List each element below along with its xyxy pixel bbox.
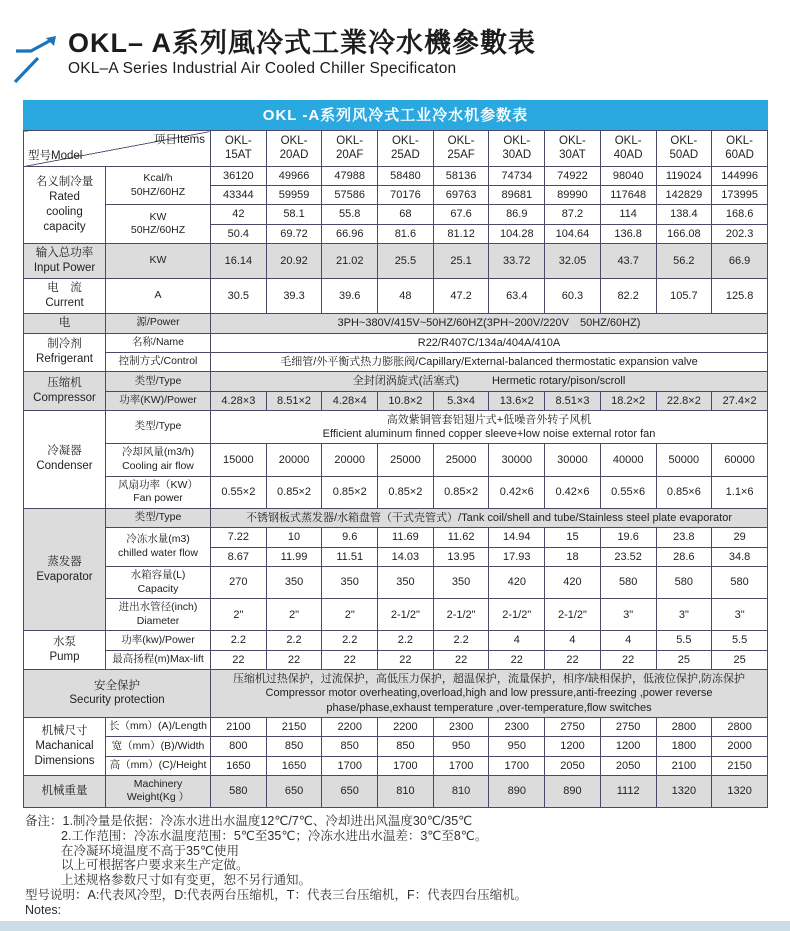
value-cell: 1700 xyxy=(322,756,378,775)
value-cell: 2300 xyxy=(489,717,545,736)
value-cell: 2200 xyxy=(322,717,378,736)
note-line: Notes: xyxy=(25,902,62,917)
value-cell: 3" xyxy=(656,599,712,631)
title-block xyxy=(68,28,536,78)
group-label-cell: 压缩机 Compressor xyxy=(24,372,106,411)
value-cell: 0.85×2 xyxy=(433,476,489,508)
value-cell: 3" xyxy=(712,599,768,631)
value-cell: 800 xyxy=(211,737,267,756)
model-header-cell: OKL- 20AD xyxy=(266,131,322,167)
value-cell: 22 xyxy=(545,650,601,669)
item-label-cell: 控制方式/Control xyxy=(106,352,211,371)
value-cell: 4 xyxy=(489,631,545,650)
value-cell: 2" xyxy=(211,599,267,631)
value-cell: 11.51 xyxy=(322,547,378,566)
value-cell: 202.3 xyxy=(712,224,768,243)
value-cell: 850 xyxy=(266,737,322,756)
value-cell: 270 xyxy=(211,566,267,598)
value-cell: 8.67 xyxy=(211,547,267,566)
value-cell: 2.2 xyxy=(378,631,434,650)
value-cell: 59959 xyxy=(266,186,322,205)
value-cell: 21.02 xyxy=(322,243,378,278)
page-header xyxy=(12,28,536,86)
value-cell: 810 xyxy=(433,775,489,807)
model-header-cell: OKL- 15AT xyxy=(211,131,267,167)
value-cell: 7.22 xyxy=(211,528,267,547)
item-label-cell: 源/Power xyxy=(106,313,211,333)
value-cell: 119024 xyxy=(656,166,712,185)
value-cell: 20000 xyxy=(266,444,322,476)
corner-items-label: 项目Items xyxy=(153,134,205,146)
value-cell: 57586 xyxy=(322,186,378,205)
model-header-cell: OKL- 30AT xyxy=(545,131,601,167)
value-cell: 15 xyxy=(545,528,601,547)
value-cell: 350 xyxy=(433,566,489,598)
value-cell: 67.6 xyxy=(433,205,489,224)
value-cell: 2750 xyxy=(545,717,601,736)
group-label-cell: 名义制冷量 Rated cooling capacity xyxy=(24,166,106,243)
value-cell: 105.7 xyxy=(656,278,712,313)
span-value-cell: 3PH~380V/415V~50HZ/60HZ(3PH~200V/220V 50HZ/60HZ) xyxy=(211,313,768,333)
item-label-cell: 名称/Name xyxy=(106,333,211,352)
value-cell: 8.51×2 xyxy=(266,391,322,410)
page-subtitle: OKL–A Series Industrial Air Cooled Chiller Specificaton xyxy=(68,60,457,78)
value-cell: 86.9 xyxy=(489,205,545,224)
span-value-cell: 压缩机过热保护，过流保护，高低压力保护，超温保护，流量保护，相序/缺相保护，低液位保护,防冻保护 Compressor motor overheating,overload,high and low pressure,anti-freezing ,power reverse phase/phase,exhaust temperature ,over-temperature,flow switches xyxy=(211,670,768,718)
value-cell: 25000 xyxy=(433,444,489,476)
table-title-bar: OKL -A系列风冷式工业冷水机参数表 xyxy=(23,100,768,130)
value-cell: 39.3 xyxy=(266,278,322,313)
value-cell: 29 xyxy=(712,528,768,547)
value-cell: 104.28 xyxy=(489,224,545,243)
value-cell: 1320 xyxy=(656,775,712,807)
value-cell: 2150 xyxy=(266,717,322,736)
model-header-cell: OKL- 20AF xyxy=(322,131,378,167)
item-label-cell: 类型/Type xyxy=(106,508,211,527)
value-cell: 18.2×2 xyxy=(600,391,656,410)
spec-table-container xyxy=(23,100,768,808)
value-cell: 5.3×4 xyxy=(433,391,489,410)
value-cell: 580 xyxy=(600,566,656,598)
value-cell: 104.64 xyxy=(545,224,601,243)
group-label-cell: 冷凝器 Condenser xyxy=(24,410,106,508)
value-cell: 25.1 xyxy=(433,243,489,278)
footer-bar xyxy=(0,921,790,931)
item-label-cell: 功率(KW)/Power xyxy=(106,391,211,410)
value-cell: 1320 xyxy=(712,775,768,807)
value-cell: 89990 xyxy=(545,186,601,205)
item-label-cell: 功率(kw)/Power xyxy=(106,631,211,650)
model-header-cell: OKL- 50AD xyxy=(656,131,712,167)
value-cell: 2800 xyxy=(656,717,712,736)
page-title: OKL– A系列風冷式工業冷水機參數表 xyxy=(68,28,537,58)
value-cell: 50000 xyxy=(656,444,712,476)
value-cell: 18 xyxy=(545,547,601,566)
value-cell: 890 xyxy=(489,775,545,807)
value-cell: 22 xyxy=(211,650,267,669)
value-cell: 11.69 xyxy=(378,528,434,547)
value-cell: 22 xyxy=(600,650,656,669)
value-cell: 420 xyxy=(489,566,545,598)
span-value-cell: 全封闭涡旋式(活塞式) Hermetic rotary/pison/scroll xyxy=(211,372,768,391)
value-cell: 15000 xyxy=(211,444,267,476)
value-cell: 1650 xyxy=(211,756,267,775)
value-cell: 36120 xyxy=(211,166,267,185)
span-value-cell: 高效紫铜管套铝翅片式+低噪音外转子风机 Efficient aluminum finned copper sleeve+low noise external rotor fan xyxy=(211,410,768,444)
group-label-cell: 制冷剂 Refrigerant xyxy=(24,333,106,372)
value-cell: 22 xyxy=(378,650,434,669)
value-cell: 2100 xyxy=(656,756,712,775)
value-cell: 30000 xyxy=(489,444,545,476)
value-cell: 13.95 xyxy=(433,547,489,566)
value-cell: 27.4×2 xyxy=(712,391,768,410)
value-cell: 3" xyxy=(600,599,656,631)
value-cell: 68 xyxy=(378,205,434,224)
value-cell: 850 xyxy=(322,737,378,756)
value-cell: 14.94 xyxy=(489,528,545,547)
value-cell: 25000 xyxy=(378,444,434,476)
value-cell: 0.85×2 xyxy=(322,476,378,508)
value-cell: 0.85×6 xyxy=(656,476,712,508)
value-cell: 50.4 xyxy=(211,224,267,243)
spec-table-body xyxy=(24,131,768,808)
value-cell: 350 xyxy=(322,566,378,598)
value-cell: 0.55×6 xyxy=(600,476,656,508)
value-cell: 25 xyxy=(712,650,768,669)
value-cell: 4 xyxy=(545,631,601,650)
value-cell: 0.85×2 xyxy=(266,476,322,508)
value-cell: 32.05 xyxy=(545,243,601,278)
span-value-cell: 不锈钢板式蒸发器/水箱盘管（干式壳管式）/Tank coil/shell and tube/Stainless steel plate evaporator xyxy=(211,508,768,527)
value-cell: 2150 xyxy=(712,756,768,775)
value-cell: 4.28×4 xyxy=(322,391,378,410)
value-cell: 138.4 xyxy=(656,205,712,224)
value-cell: 166.08 xyxy=(656,224,712,243)
spec-table xyxy=(23,130,768,808)
value-cell: 1700 xyxy=(433,756,489,775)
value-cell: 136.8 xyxy=(600,224,656,243)
value-cell: 350 xyxy=(378,566,434,598)
value-cell: 87.2 xyxy=(545,205,601,224)
model-header-cell: OKL- 40AD xyxy=(600,131,656,167)
value-cell: 173995 xyxy=(712,186,768,205)
value-cell: 2000 xyxy=(712,737,768,756)
item-label-cell: 类型/Type xyxy=(106,372,211,391)
value-cell: 4 xyxy=(600,631,656,650)
value-cell: 34.8 xyxy=(712,547,768,566)
value-cell: 74734 xyxy=(489,166,545,185)
item-label-cell: 水箱容量(L) Capacity xyxy=(106,566,211,598)
item-label-cell: KW xyxy=(106,243,211,278)
value-cell: 850 xyxy=(378,737,434,756)
value-cell: 69763 xyxy=(433,186,489,205)
value-cell: 117648 xyxy=(600,186,656,205)
value-cell: 950 xyxy=(489,737,545,756)
item-label-cell: 冷冻水量(m3) chilled water flow xyxy=(106,528,211,567)
corner-cell xyxy=(24,131,211,167)
value-cell: 2750 xyxy=(600,717,656,736)
value-cell: 580 xyxy=(211,775,267,807)
item-label-cell: 高（mm）(C)/Height xyxy=(106,756,211,775)
value-cell: 22 xyxy=(489,650,545,669)
note-line: 型号说明：A:代表风冷型，D:代表两台压缩机，T：代表三台压缩机，F：代表四台压缩机。 xyxy=(25,887,528,902)
value-cell: 4.28×3 xyxy=(211,391,267,410)
value-cell: 1800 xyxy=(656,737,712,756)
value-cell: 22.8×2 xyxy=(656,391,712,410)
model-header-cell: OKL- 60AD xyxy=(712,131,768,167)
value-cell: 9.6 xyxy=(322,528,378,547)
item-label-cell: 最高扬程(m)Max-lift xyxy=(106,650,211,669)
value-cell: 28.6 xyxy=(656,547,712,566)
item-label-cell: 类型/Type xyxy=(106,410,211,444)
item-label-cell: 风扇功率（KW） Fan power xyxy=(106,476,211,508)
value-cell: 2" xyxy=(266,599,322,631)
value-cell: 142829 xyxy=(656,186,712,205)
value-cell: 5.5 xyxy=(656,631,712,650)
value-cell: 2-1/2" xyxy=(545,599,601,631)
value-cell: 2050 xyxy=(545,756,601,775)
value-cell: 1650 xyxy=(266,756,322,775)
value-cell: 40000 xyxy=(600,444,656,476)
value-cell: 22 xyxy=(266,650,322,669)
group-label-cell: 水泵 Pump xyxy=(24,631,106,670)
value-cell: 66.96 xyxy=(322,224,378,243)
value-cell: 950 xyxy=(433,737,489,756)
value-cell: 1700 xyxy=(489,756,545,775)
value-cell: 33.72 xyxy=(489,243,545,278)
value-cell: 2" xyxy=(322,599,378,631)
value-cell: 63.4 xyxy=(489,278,545,313)
value-cell: 2.2 xyxy=(322,631,378,650)
value-cell: 22 xyxy=(322,650,378,669)
value-cell: 580 xyxy=(712,566,768,598)
item-label-cell: 进出水管径(inch) Diameter xyxy=(106,599,211,631)
value-cell: 11.99 xyxy=(266,547,322,566)
value-cell: 1.1×6 xyxy=(712,476,768,508)
note-line: 备注：1.制冷量是依据：冷冻水进出水温度12℃/7℃、冷却进出风温度30℃/35℃ xyxy=(25,814,473,828)
value-cell: 650 xyxy=(322,775,378,807)
value-cell: 144996 xyxy=(712,166,768,185)
item-label-cell: 长（mm）(A)/Length xyxy=(106,717,211,736)
value-cell: 420 xyxy=(545,566,601,598)
span-value-cell: 毛细管/外平衡式热力膨胀阀/Capillary/External-balanced thermostatic expansion valve xyxy=(211,352,768,371)
item-label-cell: Machinery Weight(Kg ） xyxy=(106,775,211,807)
value-cell: 2200 xyxy=(378,717,434,736)
value-cell: 13.6×2 xyxy=(489,391,545,410)
value-cell: 89681 xyxy=(489,186,545,205)
value-cell: 60000 xyxy=(712,444,768,476)
value-cell: 2-1/2" xyxy=(378,599,434,631)
value-cell: 22 xyxy=(433,650,489,669)
value-cell: 25.5 xyxy=(378,243,434,278)
value-cell: 17.93 xyxy=(489,547,545,566)
value-cell: 58.1 xyxy=(266,205,322,224)
value-cell: 82.2 xyxy=(600,278,656,313)
value-cell: 58136 xyxy=(433,166,489,185)
group-label-cell: 电 流 Current xyxy=(24,278,106,313)
note-line: 以上可根据客户要求来生产定做。 xyxy=(61,858,249,873)
value-cell: 2.2 xyxy=(433,631,489,650)
value-cell: 11.62 xyxy=(433,528,489,547)
value-cell: 2300 xyxy=(433,717,489,736)
value-cell: 23.8 xyxy=(656,528,712,547)
group-label-cell: 电 xyxy=(24,313,106,333)
corner-model-label: 型号Model xyxy=(28,149,83,162)
value-cell: 39.6 xyxy=(322,278,378,313)
value-cell: 47988 xyxy=(322,166,378,185)
note-line: 上述规格参数尺寸如有变更，恕不另行通知。 xyxy=(61,873,312,887)
value-cell: 20000 xyxy=(322,444,378,476)
note-line: 2.工作范围：冷冻水温度范围：5℃至35℃；冷冻水进出水温差：3℃至8℃。 xyxy=(61,828,488,843)
value-cell: 14.03 xyxy=(378,547,434,566)
value-cell: 30000 xyxy=(545,444,601,476)
group-label-cell: 安全保护 Security protection xyxy=(24,670,211,718)
value-cell: 10.8×2 xyxy=(378,391,434,410)
group-label-cell: 机械尺寸 Machanical Dimensions xyxy=(24,717,106,775)
value-cell: 125.8 xyxy=(712,278,768,313)
value-cell: 810 xyxy=(378,775,434,807)
value-cell: 74922 xyxy=(545,166,601,185)
value-cell: 19.6 xyxy=(600,528,656,547)
value-cell: 81.12 xyxy=(433,224,489,243)
value-cell: 56.2 xyxy=(656,243,712,278)
note-line: 在冷凝环境温度不高于35℃使用 xyxy=(61,843,239,858)
value-cell: 2050 xyxy=(600,756,656,775)
logo-arrow-icon xyxy=(12,34,62,86)
value-cell: 16.14 xyxy=(211,243,267,278)
item-label-cell: 冷却风量(m3/h) Cooling air flow xyxy=(106,444,211,476)
value-cell: 1200 xyxy=(545,737,601,756)
value-cell: 30.5 xyxy=(211,278,267,313)
item-label-cell: 宽（mm）(B)/Width xyxy=(106,737,211,756)
value-cell: 69.72 xyxy=(266,224,322,243)
value-cell: 8.51×3 xyxy=(545,391,601,410)
value-cell: 350 xyxy=(266,566,322,598)
item-label-cell: KW 50HZ/60HZ xyxy=(106,205,211,244)
value-cell: 0.42×6 xyxy=(489,476,545,508)
value-cell: 2.2 xyxy=(211,631,267,650)
value-cell: 2-1/2" xyxy=(489,599,545,631)
value-cell: 49966 xyxy=(266,166,322,185)
value-cell: 81.6 xyxy=(378,224,434,243)
value-cell: 890 xyxy=(545,775,601,807)
value-cell: 43344 xyxy=(211,186,267,205)
value-cell: 168.6 xyxy=(712,205,768,224)
value-cell: 58480 xyxy=(378,166,434,185)
value-cell: 2-1/2" xyxy=(433,599,489,631)
value-cell: 0.42×6 xyxy=(545,476,601,508)
notes-section xyxy=(25,814,775,917)
value-cell: 0.55×2 xyxy=(211,476,267,508)
value-cell: 0.85×2 xyxy=(378,476,434,508)
model-header-cell: OKL- 25AF xyxy=(433,131,489,167)
value-cell: 42 xyxy=(211,205,267,224)
value-cell: 55.8 xyxy=(322,205,378,224)
value-cell: 1112 xyxy=(600,775,656,807)
value-cell: 114 xyxy=(600,205,656,224)
value-cell: 60.3 xyxy=(545,278,601,313)
value-cell: 98040 xyxy=(600,166,656,185)
value-cell: 43.7 xyxy=(600,243,656,278)
value-cell: 47.2 xyxy=(433,278,489,313)
item-label-cell: A xyxy=(106,278,211,313)
value-cell: 1200 xyxy=(600,737,656,756)
value-cell: 2100 xyxy=(211,717,267,736)
value-cell: 2800 xyxy=(712,717,768,736)
value-cell: 70176 xyxy=(378,186,434,205)
group-label-cell: 输入总功率 Input Power xyxy=(24,243,106,278)
span-value-cell: R22/R407C/134a/404A/410A xyxy=(211,333,768,352)
value-cell: 48 xyxy=(378,278,434,313)
item-label-cell: Kcal/h 50HZ/60HZ xyxy=(106,166,211,205)
model-header-cell: OKL- 25AD xyxy=(378,131,434,167)
group-label-cell: 蒸发器 Evaporator xyxy=(24,508,106,630)
value-cell: 580 xyxy=(656,566,712,598)
group-label-cell: 机械重量 xyxy=(24,775,106,807)
value-cell: 650 xyxy=(266,775,322,807)
value-cell: 5.5 xyxy=(712,631,768,650)
value-cell: 1700 xyxy=(378,756,434,775)
value-cell: 25 xyxy=(656,650,712,669)
value-cell: 66.9 xyxy=(712,243,768,278)
value-cell: 23.52 xyxy=(600,547,656,566)
value-cell: 20.92 xyxy=(266,243,322,278)
value-cell: 2.2 xyxy=(266,631,322,650)
model-header-cell: OKL- 30AD xyxy=(489,131,545,167)
value-cell: 10 xyxy=(266,528,322,547)
